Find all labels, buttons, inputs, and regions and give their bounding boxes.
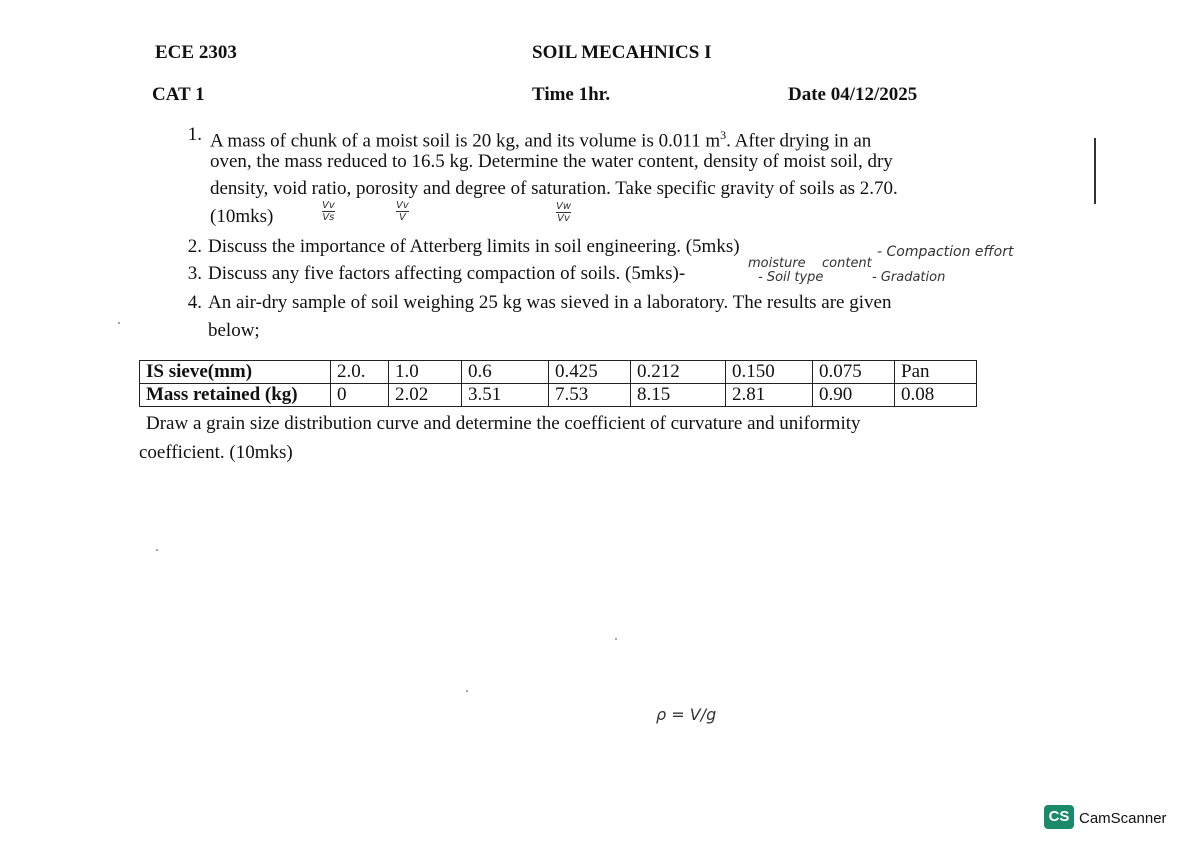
table-row: [140, 384, 977, 407]
scan-speck: [156, 549, 158, 551]
table-cell: 2.0.: [331, 361, 389, 384]
table-cell: 8.15: [631, 384, 726, 407]
handwritten-note: moisture: [748, 256, 806, 271]
question-text: Draw a grain size distribution curve and determine the coefficient of curvature and uniformity: [146, 413, 861, 434]
question-text: Discuss the importance of Atterberg limits in soil engineering. (5mks): [208, 236, 740, 257]
handwritten-note: - Compaction effort: [877, 244, 1014, 260]
superscript: 3: [720, 128, 727, 142]
course-code: ECE 2303: [155, 42, 237, 63]
question-number: 2.: [187, 236, 202, 257]
question-text: An air-dry sample of soil weighing 25 kg was sieved in a laboratory. The results are given: [208, 292, 892, 313]
question-text: (10mks): [210, 206, 274, 227]
test-name: CAT 1: [152, 84, 205, 105]
question-text: density, void ratio, porosity and degree of saturation. Take specific gravity of soils as 2.70.: [210, 178, 898, 199]
table-cell: 0.150: [726, 361, 813, 384]
scan-artifact-line: [1094, 138, 1096, 204]
camscanner-logo: CS: [1044, 805, 1074, 829]
handwritten-note: Vv Vs: [322, 200, 335, 223]
handwritten-note: Vv V: [396, 200, 409, 223]
row-label: Mass retained (kg): [140, 384, 331, 407]
scan-speck: [615, 638, 617, 640]
question-number: 3.: [187, 263, 202, 284]
table-cell: 0.425: [549, 361, 631, 384]
question-text: oven, the mass reduced to 16.5 kg. Determine the water content, density of moist soil, dry: [210, 151, 893, 172]
question-text: A mass of chunk of a moist soil is 20 kg, and its volume is 0.011 m: [210, 130, 721, 152]
table-cell: 3.51: [462, 384, 549, 407]
handwritten-note: content: [822, 256, 872, 271]
sieve-table: [139, 360, 977, 407]
table-cell: 2.02: [389, 384, 462, 407]
table-cell: Pan: [895, 361, 977, 384]
handwritten-note: Vw Vv: [556, 201, 572, 224]
test-time: Time 1hr.: [532, 84, 611, 105]
handwritten-note: - Soil type: [758, 270, 824, 285]
table-cell: 0.075: [813, 361, 895, 384]
table-cell: 7.53: [549, 384, 631, 407]
table-cell: 0.212: [631, 361, 726, 384]
test-date: Date 04/12/2025: [788, 84, 918, 105]
question-text: . After drying in an: [726, 130, 872, 152]
question-number: 4.: [187, 292, 202, 313]
table-cell: 0.6: [462, 361, 549, 384]
table-cell: 0.08: [895, 384, 977, 407]
scan-speck: [466, 690, 468, 692]
handwritten-formula: ρ = V/g: [656, 705, 717, 724]
handwritten-note: - Gradation: [872, 270, 946, 285]
camscanner-brand: CamScanner: [1079, 810, 1167, 827]
table-cell: 2.81: [726, 384, 813, 407]
row-label: IS sieve(mm): [140, 361, 331, 384]
table-cell: 1.0: [389, 361, 462, 384]
scan-speck: [118, 322, 120, 324]
question-text: coefficient. (10mks): [139, 442, 293, 463]
table-cell: 0: [331, 384, 389, 407]
table-row: [140, 361, 977, 384]
question-number: 1.: [187, 124, 202, 145]
question-text: below;: [208, 320, 260, 341]
table-cell: 0.90: [813, 384, 895, 407]
question-text: Discuss any five factors affecting compaction of soils. (5mks)-: [208, 263, 686, 284]
course-title: SOIL MECAHNICS I: [532, 42, 712, 63]
